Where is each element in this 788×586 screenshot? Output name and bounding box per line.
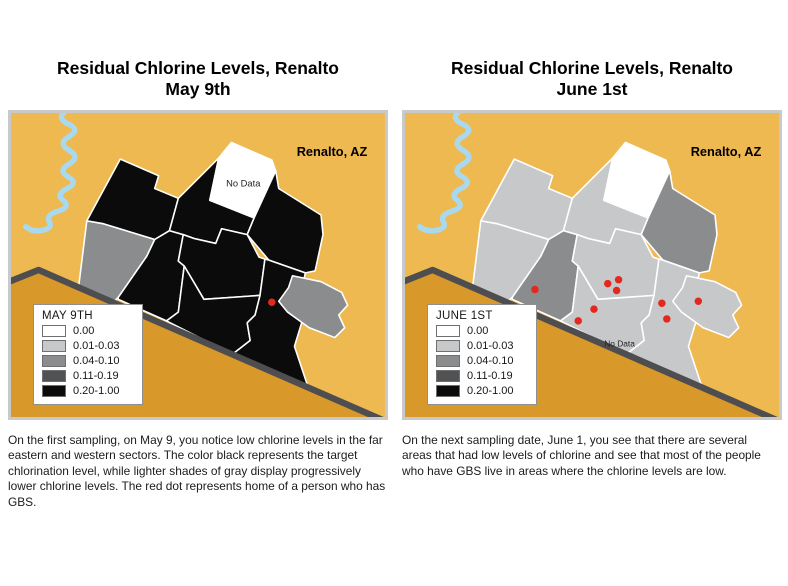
legend-rows-may — [42, 325, 130, 397]
legend-swatch-shade_011_019 — [436, 370, 460, 382]
legend-item-may-5 — [42, 385, 130, 397]
gbs-case-dot-june-4 — [604, 280, 611, 287]
legend-item-june-4 — [436, 370, 524, 382]
legend-title-june: JUNE 1ST — [436, 309, 493, 322]
legend-item-may-1 — [42, 325, 130, 337]
legend-swatch-shade_000 — [436, 325, 460, 337]
legend-label: 0.01-0.03 — [467, 339, 514, 352]
legend-label: 0.00 — [467, 324, 489, 337]
legend-swatch-shade_020_100 — [436, 385, 460, 397]
gbs-case-dot-june-2 — [574, 317, 581, 324]
legend-swatch-shade_011_019 — [42, 370, 66, 382]
legend-swatch-shade_004_010 — [42, 355, 66, 367]
gbs-case-dot-june-5 — [615, 276, 622, 283]
legend-item-may-4 — [42, 370, 130, 382]
map-title-june-line2: June 1st — [556, 79, 628, 100]
legend-label: 0.04-0.10 — [467, 354, 514, 367]
legend-rows-june — [436, 325, 524, 397]
legend-item-june-1 — [436, 325, 524, 337]
legend-june — [427, 304, 537, 405]
map-june — [402, 110, 782, 420]
gbs-case-dot-may-1 — [268, 298, 275, 305]
legend-label: 0.01-0.03 — [73, 339, 120, 352]
caption-may: On the first sampling, on May 9, you notice low chlorine levels in the far eastern and western sectors. The color black represents the target chlorination level, while lighter shades of gray display progressively lower chlorine levels. The red dot represents home of a person who has GBS. — [8, 432, 386, 510]
no-data-label-june: No Data — [604, 338, 635, 349]
caption-june: On the next sampling date, June 1, you see that there are several areas that had low levels of chlorine and see that most of the people who have GBS live in areas where the chlorine levels are low. — [402, 432, 761, 478]
legend-may — [33, 304, 143, 405]
map-title-june-line1: Residual Chlorine Levels, Renalto — [450, 58, 734, 78]
legend-title-may: MAY 9TH — [42, 309, 93, 322]
legend-item-june-2 — [436, 340, 524, 352]
map-title-june — [402, 58, 782, 101]
map-title-may-line1: Residual Chlorine Levels, Renalto — [56, 58, 340, 78]
legend-item-may-2 — [42, 340, 130, 352]
legend-item-june-5 — [436, 385, 524, 397]
legend-label: 0.11-0.19 — [73, 369, 119, 382]
no-data-label-may: No Data — [226, 178, 261, 189]
legend-swatch-shade_020_100 — [42, 385, 66, 397]
map-title-may — [8, 58, 388, 101]
legend-swatch-shade_004_010 — [436, 355, 460, 367]
gbs-case-dot-june-7 — [658, 299, 665, 306]
gbs-case-dot-june-1 — [531, 285, 538, 292]
legend-swatch-shade_001_003 — [436, 340, 460, 352]
gbs-case-dot-june-6 — [613, 286, 620, 293]
corner-label-may: Renalto, AZ — [296, 143, 368, 159]
gbs-case-dot-june-9 — [695, 297, 702, 304]
map-may — [8, 110, 388, 420]
column-june — [402, 58, 782, 511]
legend-label: 0.20-1.00 — [467, 384, 514, 397]
legend-swatch-shade_000 — [42, 325, 66, 337]
map-title-may-line2: May 9th — [165, 79, 231, 100]
legend-label: 0.11-0.19 — [467, 369, 513, 382]
legend-item-june-3 — [436, 355, 524, 367]
corner-label-june: Renalto, AZ — [690, 143, 762, 159]
legend-label: 0.04-0.10 — [73, 354, 120, 367]
legend-label: 0.00 — [73, 324, 95, 337]
column-may — [8, 58, 388, 511]
gbs-case-dot-june-3 — [590, 305, 597, 312]
legend-item-may-3 — [42, 355, 130, 367]
legend-swatch-shade_001_003 — [42, 340, 66, 352]
gbs-case-dot-june-8 — [663, 315, 670, 322]
legend-label: 0.20-1.00 — [73, 384, 120, 397]
